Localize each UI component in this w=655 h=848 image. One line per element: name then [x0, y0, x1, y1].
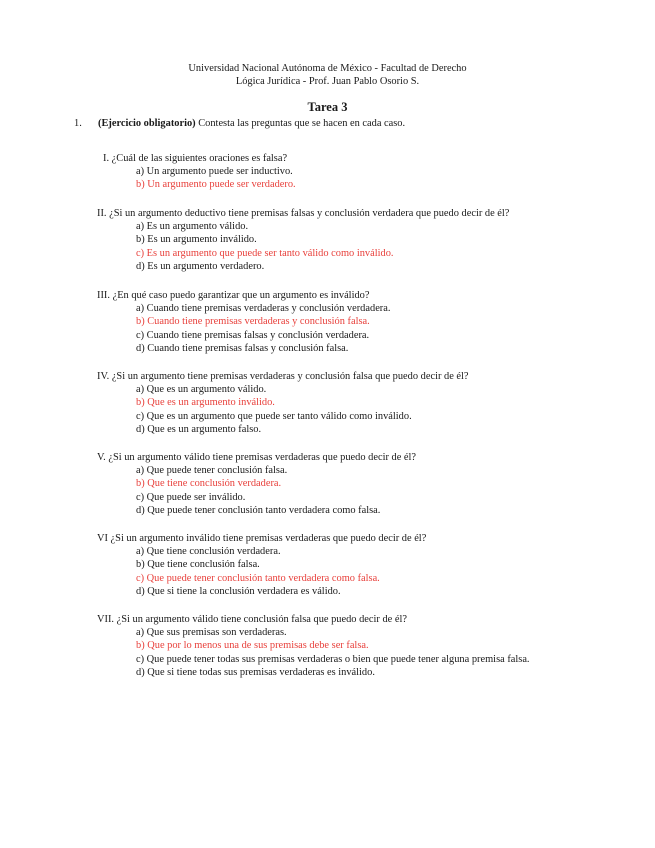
option-d: d) Que puede tener conclusión tanto verdadera como falsa.: [136, 504, 381, 516]
question-options: [97, 302, 597, 355]
question-7: [97, 613, 597, 679]
question-2: [97, 207, 597, 273]
question-5: [97, 451, 597, 517]
option-b-answer: b) Cuando tiene premisas verdaderas y conclusión falsa.: [136, 316, 370, 328]
question-options: [97, 464, 597, 517]
option-b-answer: b) Un argumento puede ser verdadero.: [136, 179, 296, 191]
option-a: a) Cuando tiene premisas verdaderas y conclusión verdadera.: [136, 303, 391, 315]
header-institution: Universidad Nacional Autónoma de México - Facultad de Derecho: [188, 63, 467, 74]
option-d: d) Que si tiene la conclusión verdadera es válido.: [136, 585, 341, 597]
option-a: a) Que sus premisas son verdaderas.: [136, 627, 287, 639]
question-options: [97, 545, 597, 598]
question-6: [97, 532, 597, 598]
option-b: b) Que tiene conclusión falsa.: [136, 559, 260, 571]
question-3: [97, 289, 597, 355]
option-c: c) Que puede tener todas sus premisas verdaderas o bien que puede tener alguna premisa falsa.: [136, 653, 530, 665]
option-b: b) Es un argumento inválido.: [136, 234, 257, 246]
option-a: a) Un argumento puede ser inductivo.: [136, 166, 293, 178]
exercise-number: 1.: [74, 118, 82, 129]
question-options: [97, 626, 597, 679]
header-course: Lógica Jurídica - Prof. Juan Pablo Osorio S.: [235, 76, 420, 87]
option-c-answer: c) Es un argumento que puede ser tanto válido como inválido.: [136, 247, 394, 259]
question-text: II. ¿Si un argumento deductivo tiene premisas falsas y conclusión verdadera que puedo decir de él?: [97, 208, 510, 219]
question-text: I. ¿Cuál de las siguientes oraciones es falsa?: [103, 153, 288, 164]
question-1: [103, 152, 603, 192]
option-b-answer: b) Que es un argumento inválido.: [136, 397, 275, 409]
option-d: d) Cuando tiene premisas falsas y conclusión falsa.: [136, 342, 349, 354]
exercise-instruction: Contesta las preguntas que se hacen en cada caso.: [195, 118, 406, 129]
question-text: VI ¿Si un argumento inválido tiene premisas verdaderas que puedo decir de él?: [97, 533, 427, 544]
question-text: V. ¿Si un argumento válido tiene premisas verdaderas que puedo decir de él?: [97, 452, 417, 463]
option-d: d) Es un argumento verdadero.: [136, 260, 265, 272]
option-b-answer: b) Que tiene conclusión verdadera.: [136, 478, 282, 490]
question-options: [103, 165, 603, 191]
document-title: Tarea 3: [307, 100, 348, 114]
exercise-intro: [74, 117, 594, 130]
document-header: [0, 62, 655, 88]
option-b-answer: b) Que por lo menos una de sus premisas debe ser falsa.: [136, 640, 369, 652]
option-c: c) Que es un argumento que puede ser tanto válido como inválido.: [136, 410, 412, 422]
question-options: [97, 220, 597, 273]
option-a: a) Que puede tener conclusión falsa.: [136, 465, 288, 477]
exercise-label: (Ejercicio obligatorio): [98, 118, 196, 129]
question-4: [97, 370, 597, 436]
question-options: [97, 383, 597, 436]
question-text: VII. ¿Si un argumento válido tiene conclusión falsa que puedo decir de él?: [97, 614, 407, 625]
question-text: III. ¿En qué caso puedo garantizar que un argumento es inválido?: [97, 290, 370, 301]
option-a: a) Que es un argumento válido.: [136, 384, 267, 396]
option-a: a) Que tiene conclusión verdadera.: [136, 546, 281, 558]
option-d: d) Que si tiene todas sus premisas verdaderas es inválido.: [136, 666, 375, 678]
question-text: IV. ¿Si un argumento tiene premisas verdaderas y conclusión falsa que puedo decir de él?: [97, 371, 469, 382]
option-c: c) Cuando tiene premisas falsas y conclusión verdadera.: [136, 329, 370, 341]
option-d: d) Que es un argumento falso.: [136, 423, 262, 435]
option-c-answer: c) Que puede tener conclusión tanto verdadera como falsa.: [136, 572, 380, 584]
option-c: c) Que puede ser inválido.: [136, 491, 246, 503]
option-a: a) Es un argumento válido.: [136, 221, 249, 233]
